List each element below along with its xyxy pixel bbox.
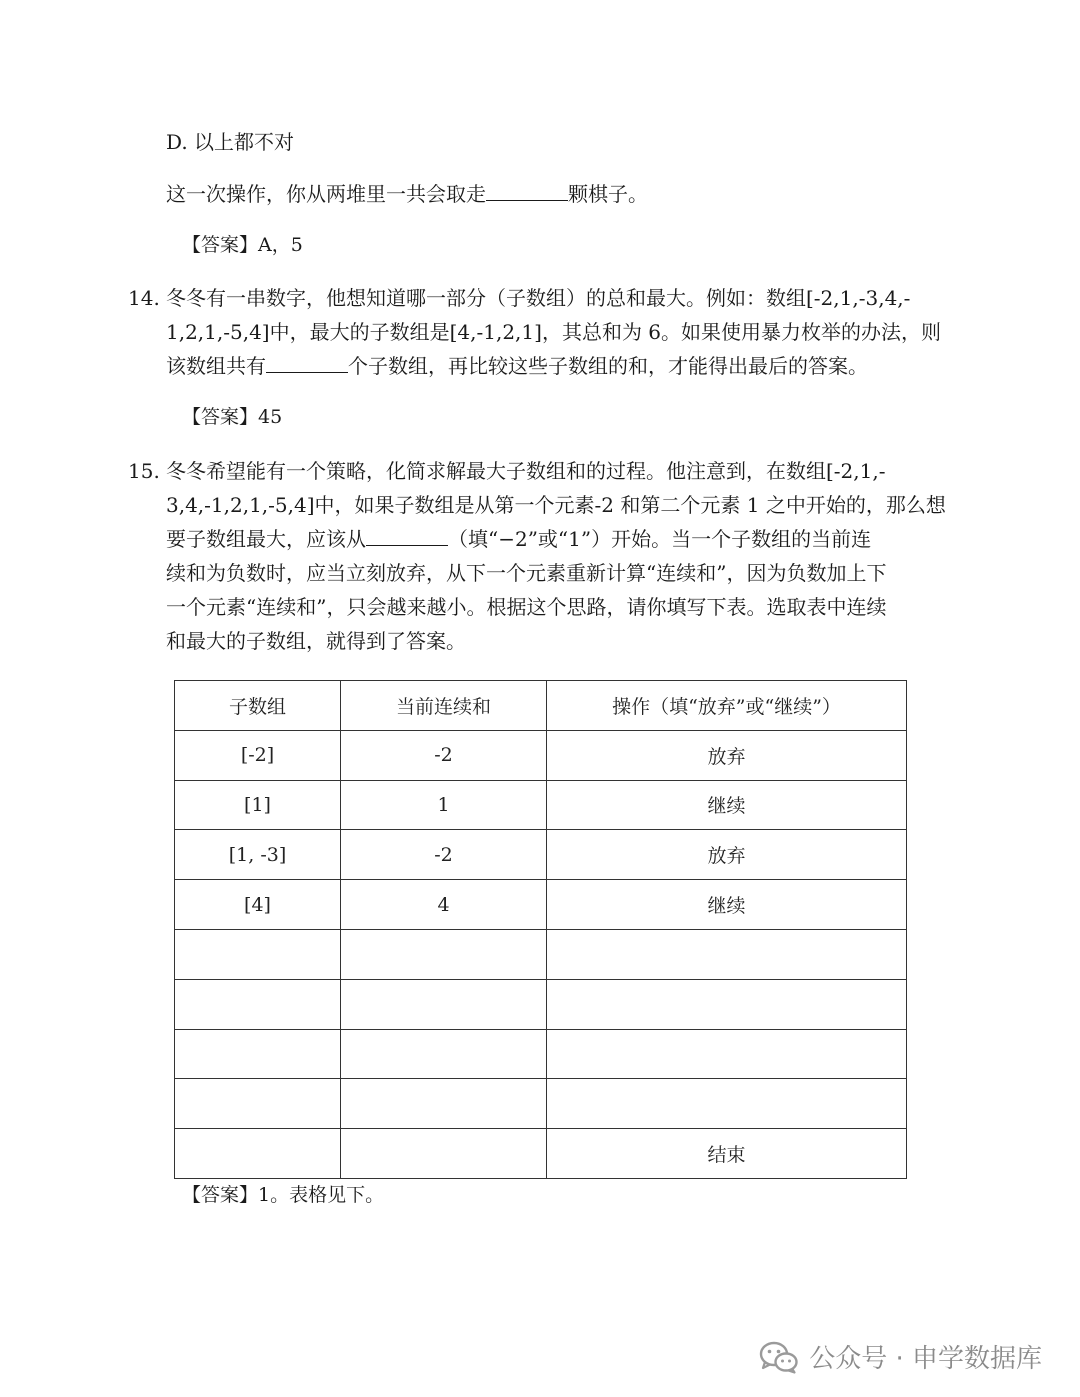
table-row bbox=[175, 730, 907, 780]
q14-blank[interactable] bbox=[266, 354, 348, 373]
q13-text-before: 这一次操作，你从两堆里一共会取走 bbox=[166, 182, 486, 206]
table-header-current-sum: 当前连续和 bbox=[341, 681, 547, 731]
q15-line-3 bbox=[166, 527, 871, 551]
q14-answer: 【答案】45 bbox=[182, 406, 283, 428]
q14-line-1: 冬冬有一串数字，他想知道哪一部分（子数组）的总和最大。例如：数组[-2,1,-3,4,- bbox=[166, 286, 911, 310]
q15-line-2: 3,4,-1,2,1,-5,4]中，如果子数组是从第一个元素-2 和第二个元素 1 之中开始的，那么想 bbox=[166, 493, 946, 517]
cell-operation bbox=[547, 929, 907, 979]
cell-operation: 结束 bbox=[547, 1129, 907, 1179]
table-row bbox=[175, 1129, 907, 1179]
cell-operation: 继续 bbox=[547, 780, 907, 830]
cell-current-sum: 1 bbox=[341, 780, 547, 830]
q14-line-3-before: 该数组共有 bbox=[166, 354, 266, 378]
watermark bbox=[759, 1338, 1042, 1375]
cell-operation bbox=[547, 1029, 907, 1079]
cell-operation bbox=[547, 1079, 907, 1129]
table-row bbox=[175, 1079, 907, 1129]
cell-subarray bbox=[175, 1029, 341, 1079]
subarray-table bbox=[174, 680, 907, 1179]
q15-number: 15. bbox=[128, 459, 160, 483]
q15-line-1: 冬冬希望能有一个策略，化简求解最大子数组和的过程。他注意到，在数组[-2,1,- bbox=[166, 459, 886, 483]
cell-subarray: [1] bbox=[175, 780, 341, 830]
cell-current-sum bbox=[341, 1079, 547, 1129]
q14-number: 14. bbox=[128, 286, 160, 310]
table-row bbox=[175, 979, 907, 1029]
q14-line-3-after: 个子数组，再比较这些子数组的和，才能得出最后的答案。 bbox=[348, 354, 868, 378]
cell-subarray: [-2] bbox=[175, 730, 341, 780]
cell-current-sum: 4 bbox=[341, 880, 547, 930]
q14-line-2: 1,2,1,-5,4]中，最大的子数组是[4,-1,2,1]，其总和为 6。如果使用暴力枚举的办法，则 bbox=[166, 320, 942, 344]
table-row bbox=[175, 929, 907, 979]
watermark-text: 公众号 · 申学数据库 bbox=[809, 1344, 1042, 1374]
q15-line-3-after: （填“−2”或“1”）开始。当一个子数组的当前连 bbox=[448, 527, 872, 551]
cell-subarray bbox=[175, 929, 341, 979]
q14-line-3 bbox=[166, 354, 868, 378]
cell-subarray: [4] bbox=[175, 880, 341, 930]
cell-operation: 继续 bbox=[547, 880, 907, 930]
q15-line-4: 续和为负数时，应当立刻放弃，从下一个元素重新计算“连续和”，因为负数加上下 bbox=[166, 561, 887, 585]
q15-answer: 【答案】1。表格见下。 bbox=[182, 1184, 385, 1206]
cell-current-sum bbox=[341, 1029, 547, 1079]
q15-line-3-before: 要子数组最大，应该从 bbox=[166, 527, 366, 551]
q13-statement bbox=[166, 182, 648, 206]
cell-subarray bbox=[175, 1079, 341, 1129]
table-header-subarray: 子数组 bbox=[175, 681, 341, 731]
cell-operation: 放弃 bbox=[547, 730, 907, 780]
option-d: D. 以上都不对 bbox=[166, 130, 295, 154]
table-header-row bbox=[175, 681, 907, 731]
cell-subarray bbox=[175, 979, 341, 1029]
q13-answer: 【答案】A，5 bbox=[182, 234, 303, 256]
cell-current-sum: -2 bbox=[341, 830, 547, 880]
q15-blank[interactable] bbox=[366, 527, 448, 546]
cell-subarray bbox=[175, 1129, 341, 1179]
wechat-icon bbox=[759, 1340, 799, 1374]
q13-text-after: 颗棋子。 bbox=[568, 182, 648, 206]
q13-blank[interactable] bbox=[486, 182, 568, 201]
table-row bbox=[175, 880, 907, 930]
cell-operation: 放弃 bbox=[547, 830, 907, 880]
cell-operation bbox=[547, 979, 907, 1029]
q15-line-5: 一个元素“连续和”，只会越来越小。根据这个思路，请你填写下表。选取表中连续 bbox=[166, 595, 887, 619]
table-row bbox=[175, 780, 907, 830]
table-row bbox=[175, 830, 907, 880]
q15-line-6: 和最大的子数组，就得到了答案。 bbox=[166, 629, 466, 653]
cell-subarray: [1, -3] bbox=[175, 830, 341, 880]
cell-current-sum bbox=[341, 1129, 547, 1179]
cell-current-sum: -2 bbox=[341, 730, 547, 780]
table-row bbox=[175, 1029, 907, 1079]
cell-current-sum bbox=[341, 979, 547, 1029]
table-header-operation: 操作（填“放弃”或“继续”） bbox=[547, 681, 907, 731]
cell-current-sum bbox=[341, 929, 547, 979]
